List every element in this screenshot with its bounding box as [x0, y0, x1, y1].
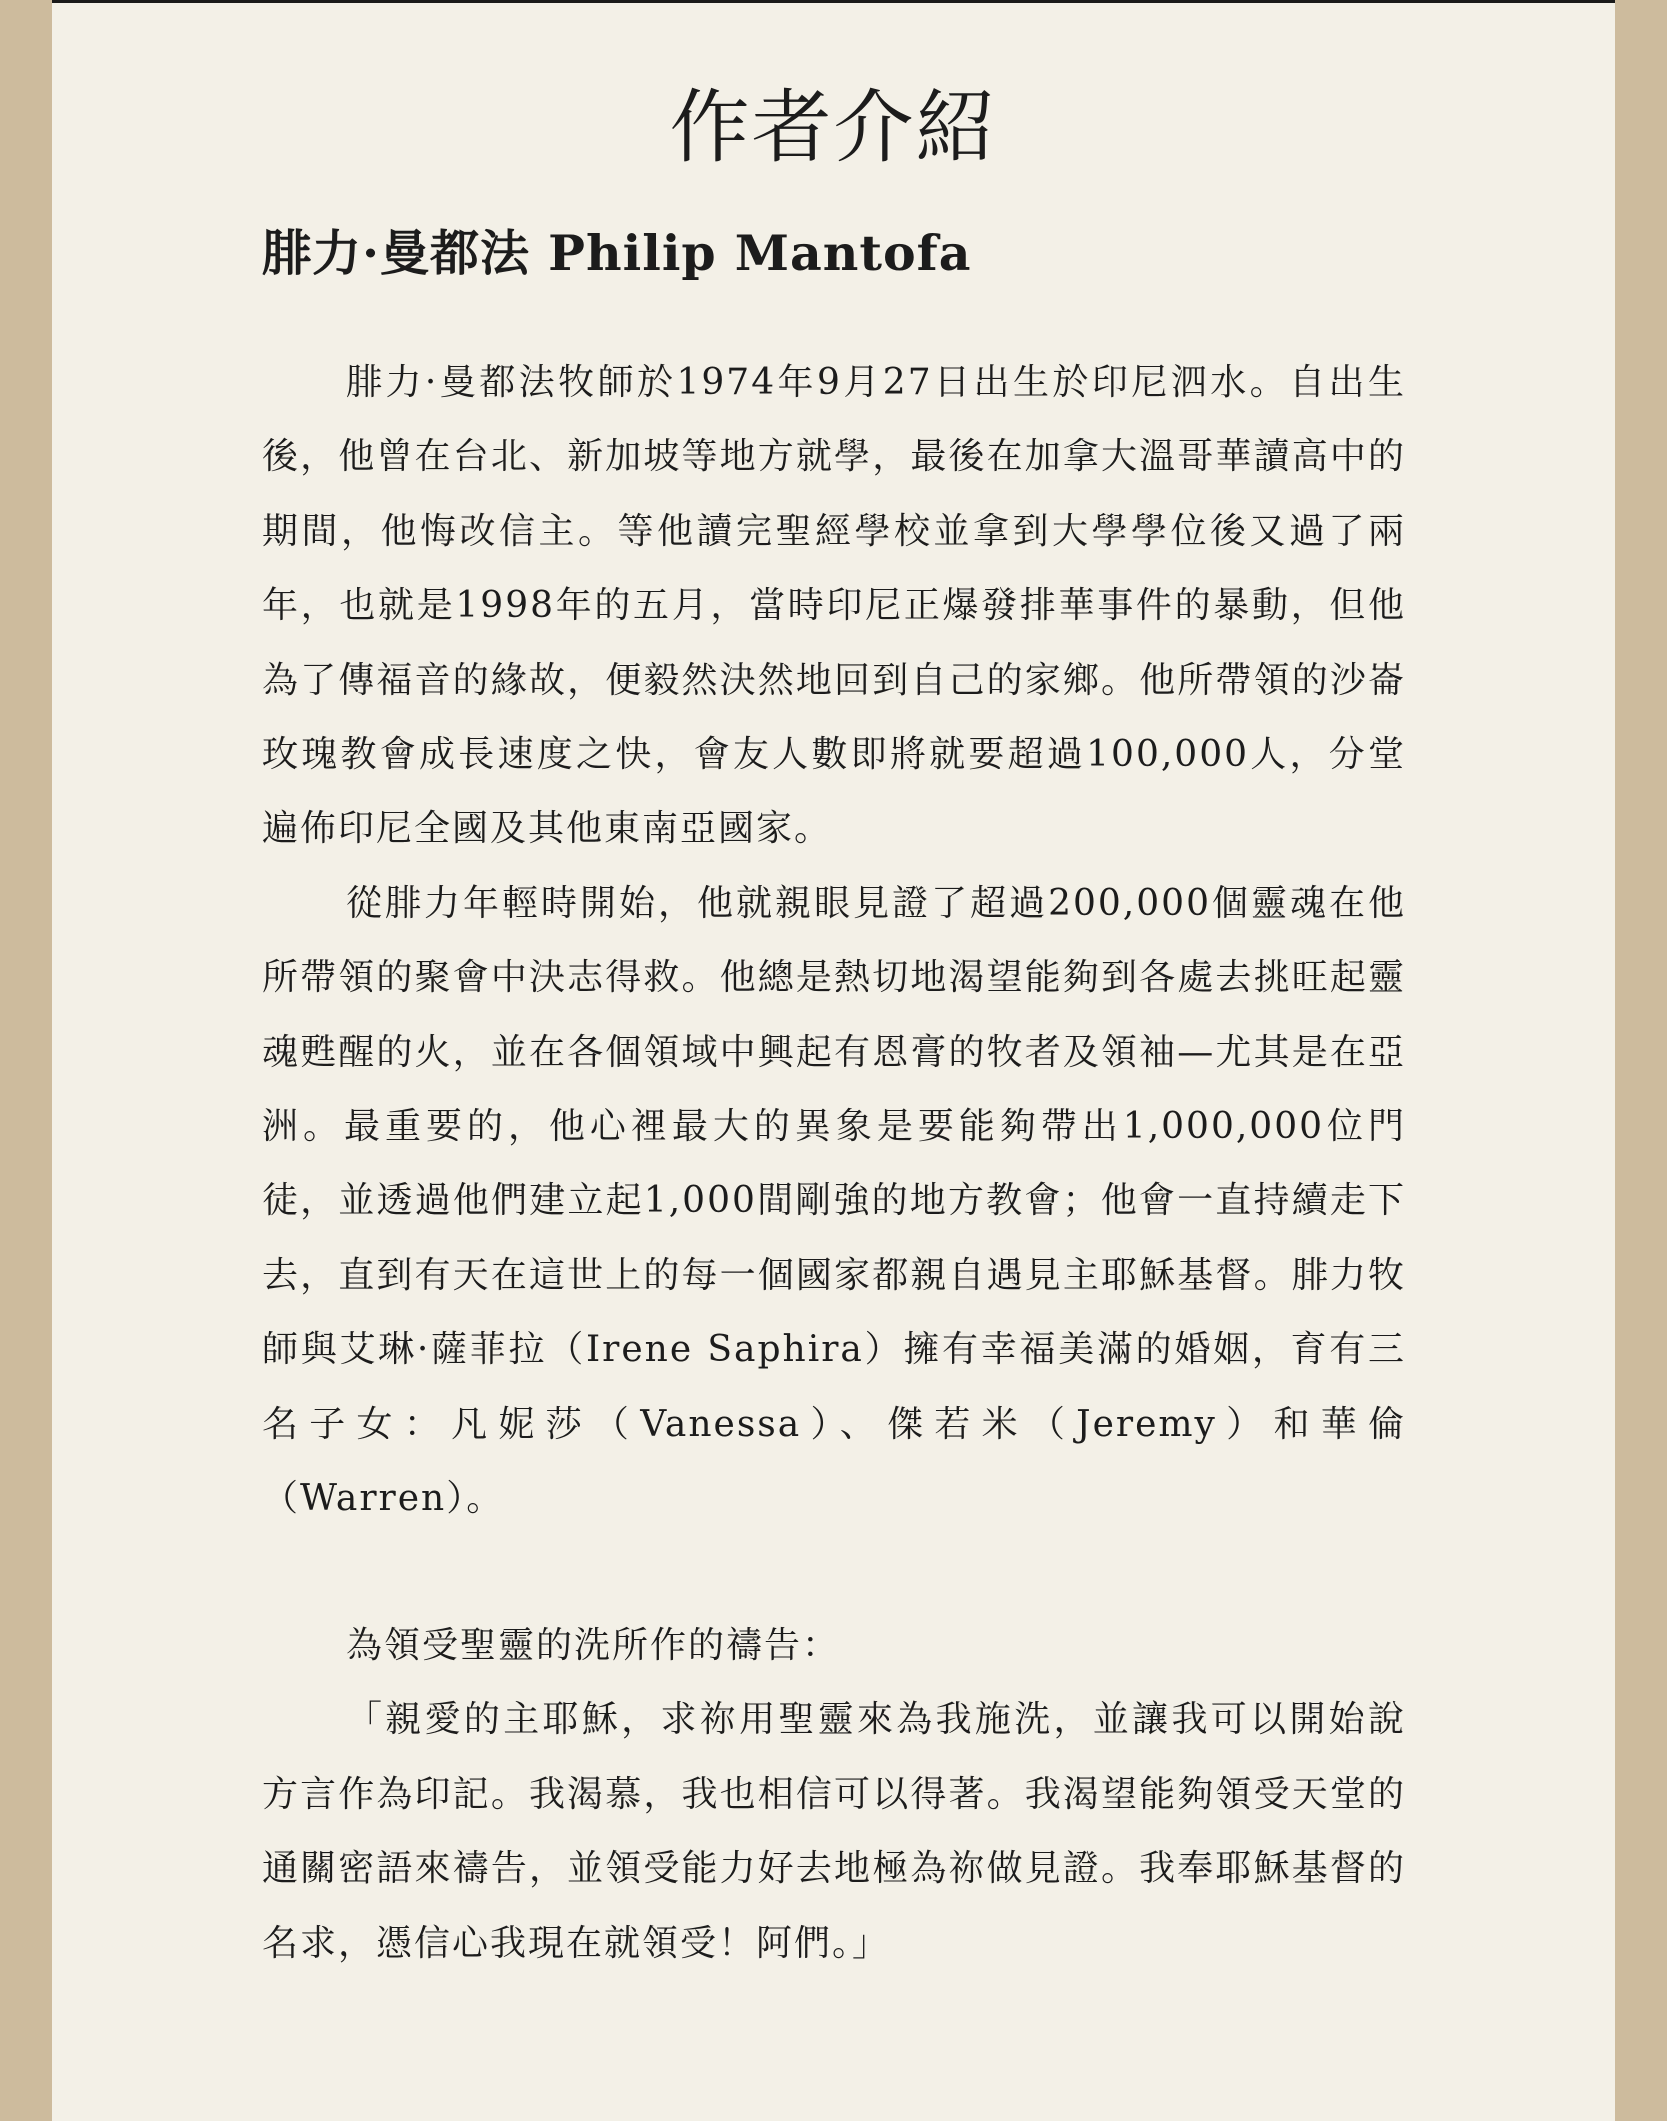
author-name: 腓力·曼都法 Philip Mantofa [262, 224, 972, 282]
top-rule [52, 0, 1615, 3]
prayer-section [262, 1609, 1406, 1981]
biography-section [262, 346, 1406, 1537]
biography-paragraph-2: 從腓力年輕時開始，他就親眼見證了超過200,000個靈魂在他所帶領的聚會中決志得救。他總是熱切地渴望能夠到各處去挑旺起靈魂甦醒的火，並在各個領域中興起有恩膏的牧者及領袖—尤其是在亞洲。最重要的，他心裡最大的異象是要能夠帶出1,000,000位門徒，並透過他們建立起1,000間剛強的地方教會；他會一直持續走下去，直到有天在這世上的每一個國家都親自遇見主耶穌基督。腓力牧師與艾琳·薩菲拉（Irene Saphira）擁有幸福美滿的婚姻，育有三名子女：凡妮莎（Vanessa）、傑若米（Jeremy）和華倫（Warren）。 [262, 882, 1406, 1520]
page-title: 作者介紹 [669, 81, 998, 174]
prayer-text: 「親愛的主耶穌，求祢用聖靈來為我施洗，並讓我可以開始說方言作為印記。我渴慕，我也相信可以得著。我渴望能夠領受天堂的通關密語來禱告，並領受能力好去地極為祢做見證。我奉耶穌基督的名求，憑信心我現在就領受！阿們。」 [262, 1699, 1406, 1964]
prayer-heading: 為領受聖靈的洗所作的禱告： [346, 1625, 841, 1666]
biography-paragraph-1: 腓力·曼都法牧師於1974年9月27日出生於印尼泗水。自出生後，他曾在台北、新加坡等地方就學，最後在加拿大溫哥華讀高中的期間，他悔改信主。等他讀完聖經學校並拿到大學學位後又過了兩年，也就是1998年的五月，當時印尼正爆發排華事件的暴動，但他為了傳福音的緣故，便毅然決然地回到自己的家鄉。他所帶領的沙崙玫瑰教會成長速度之快，會友人數即將就要超過100,000人，分堂遍佈印尼全國及其他東南亞國家。 [262, 362, 1406, 850]
